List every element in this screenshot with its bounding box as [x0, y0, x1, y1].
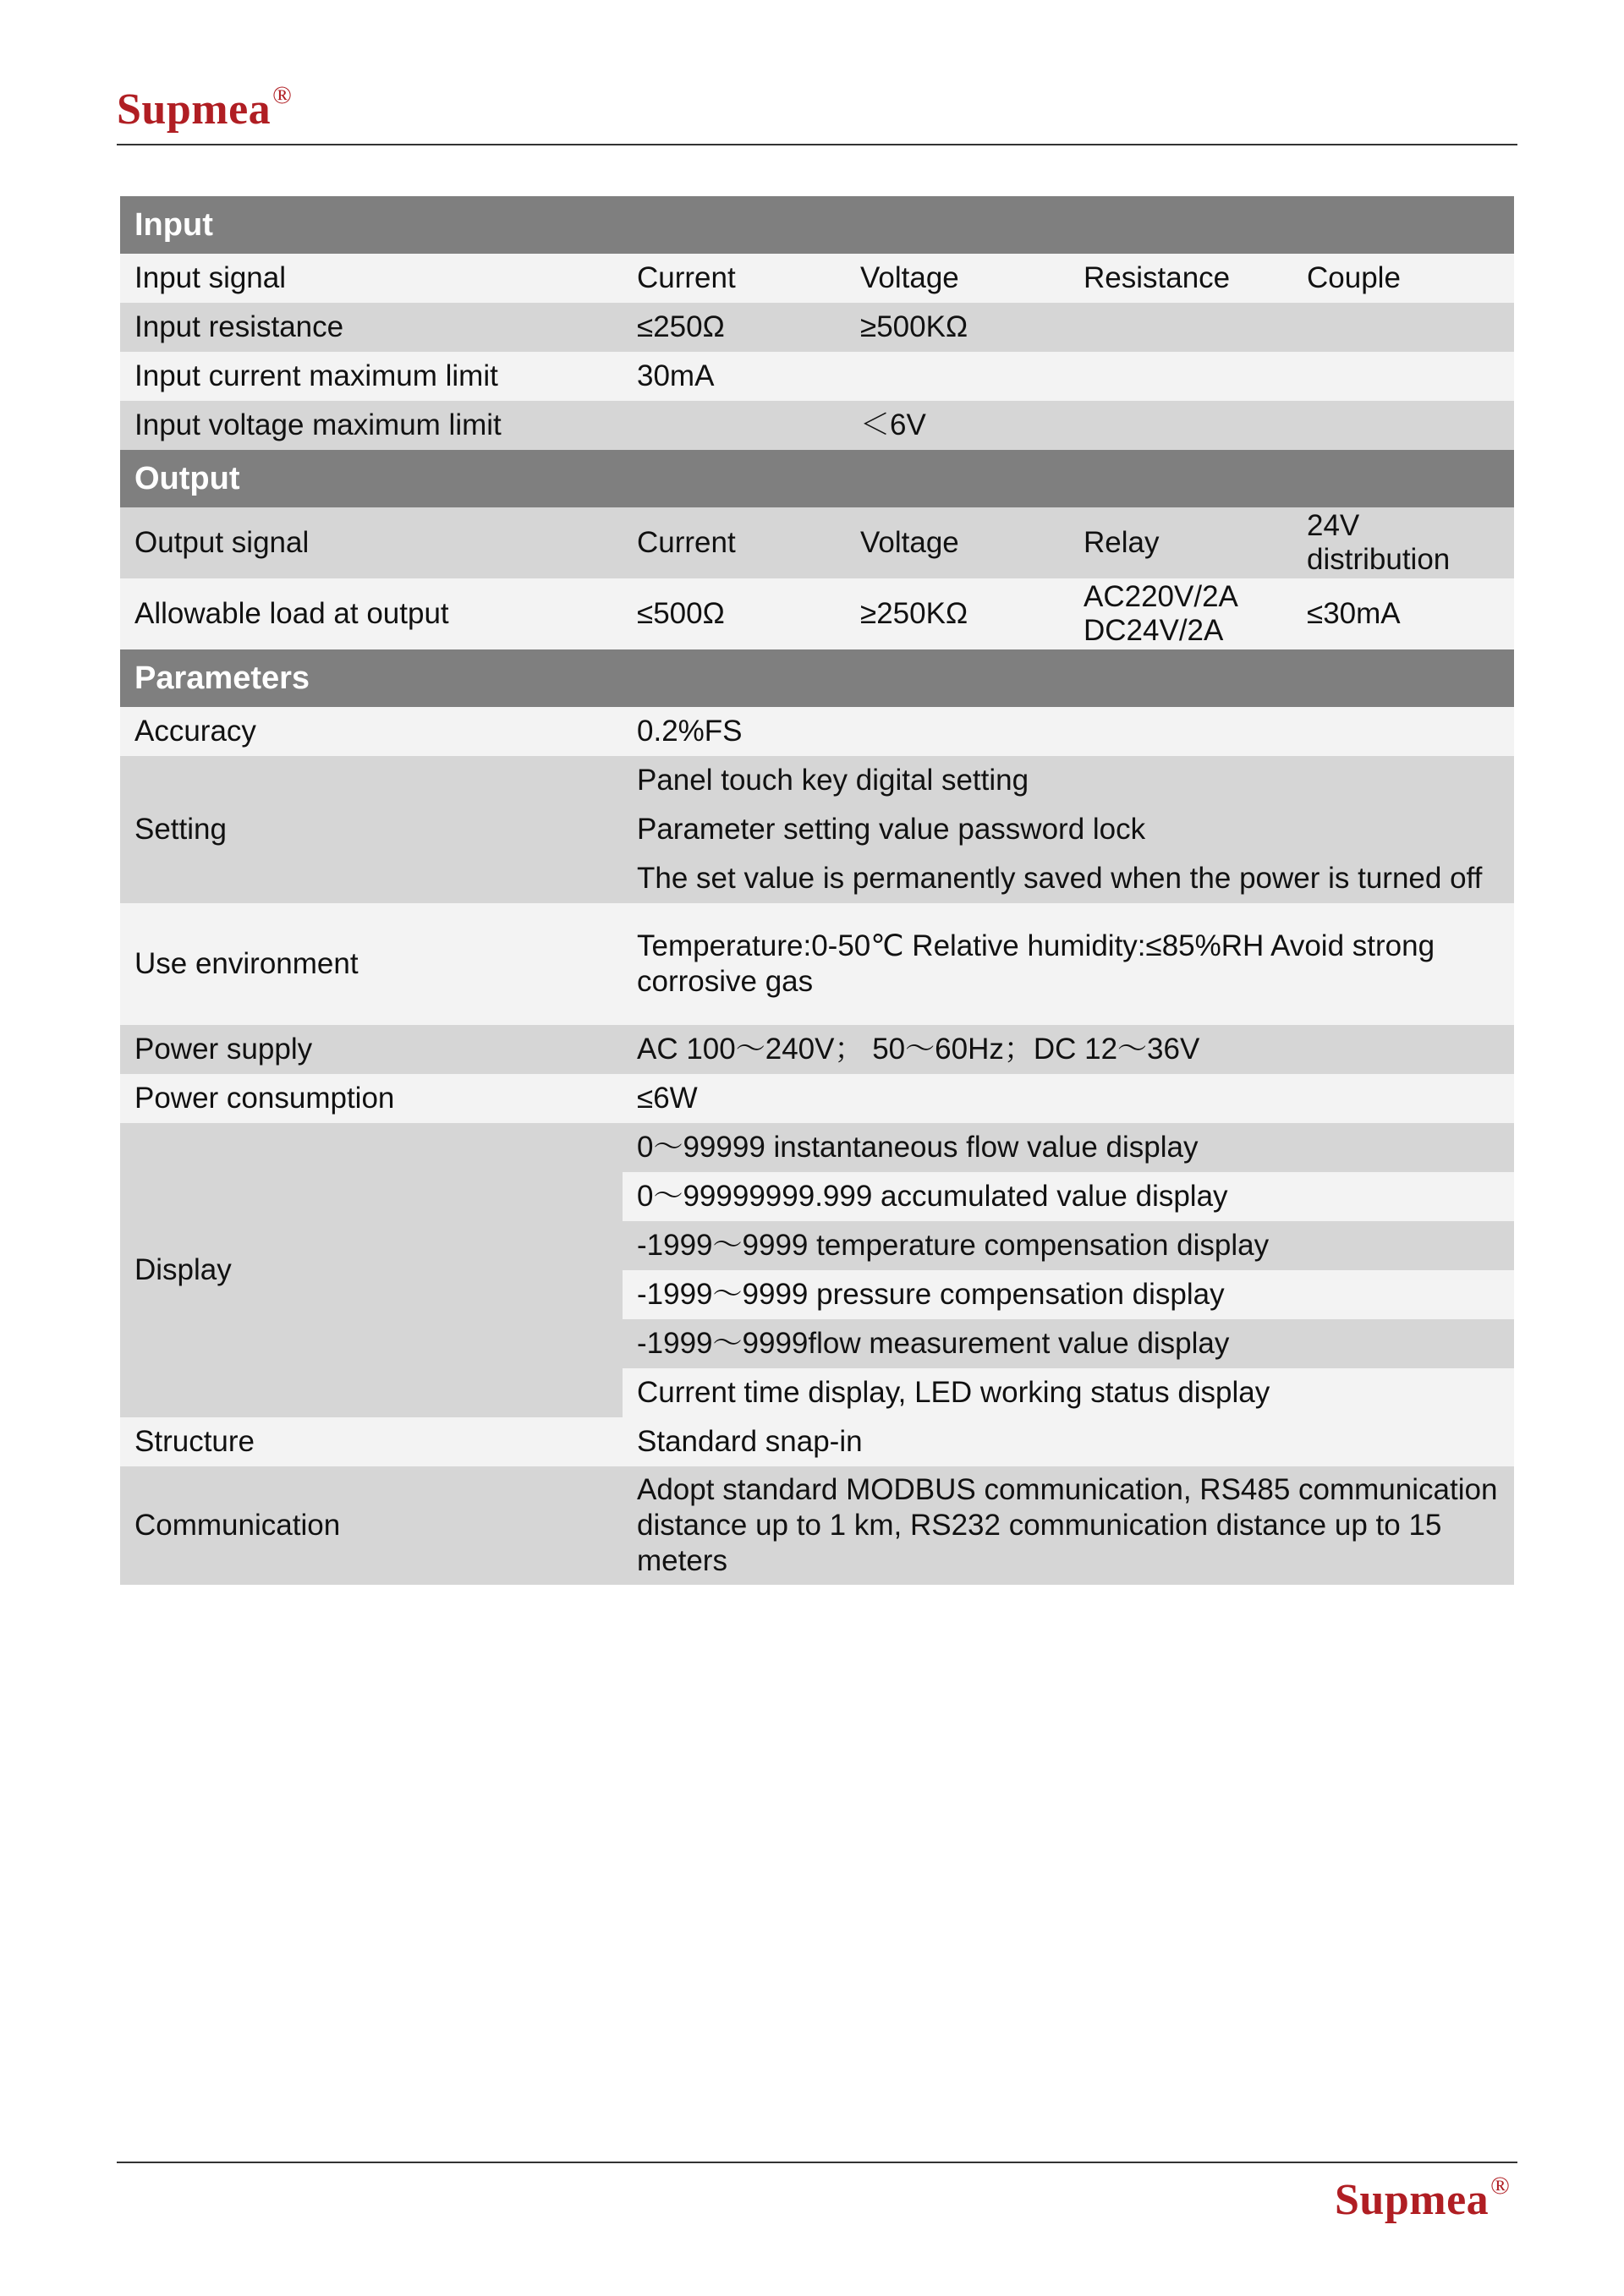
table-row [120, 1074, 1514, 1123]
communication-value: Adopt standard MODBUS communication, RS485 communication distance up to 1 km, RS232 communication distance up to 15 meters [637, 1473, 1498, 1577]
row-label: Power supply [134, 1033, 313, 1066]
cell-value [1069, 352, 1292, 401]
environment-value: Temperature:0-50℃ Relative humidity:≤85%RH Avoid strong corrosive gas [637, 929, 1435, 998]
cell-value [1292, 401, 1514, 450]
spec-table [120, 196, 1514, 1585]
table-row [120, 578, 1514, 649]
cell-value: Current [637, 261, 736, 294]
row-label: Allowable load at output [134, 597, 449, 630]
cell-value [1069, 303, 1292, 352]
display-line: Current time display, LED working status display [623, 1368, 1514, 1417]
row-label: Output signal [134, 526, 310, 559]
brand-logo-top: Supmea® [117, 81, 293, 134]
section-title-output: Output [120, 450, 1514, 507]
cell-value: ≤6W [637, 1082, 698, 1115]
section-title-input: Input [120, 196, 1514, 254]
row-label: Input voltage maximum limit [134, 408, 502, 441]
table-row [120, 1123, 1514, 1172]
cell-value: Couple [1307, 261, 1401, 294]
cell-value [623, 401, 846, 450]
row-label: Use environment [134, 947, 359, 980]
cell-value [623, 1466, 1514, 1585]
cell-value-multiline [623, 756, 1514, 903]
row-label: Communication [134, 1509, 341, 1542]
table-row [120, 707, 1514, 756]
footer-divider [117, 2162, 1517, 2163]
table-row [120, 507, 1514, 578]
cell-value-multiline [1292, 507, 1514, 578]
row-label: Input current maximum limit [134, 359, 498, 392]
cell-value: 0.2%FS [637, 715, 743, 748]
table-row [120, 903, 1514, 1025]
cell-value: ≤250Ω [637, 310, 725, 343]
cell-value: 30mA [637, 359, 715, 392]
setting-line: The set value is permanently saved when the power is turned off [637, 862, 1483, 895]
cell-line: 24V [1307, 509, 1360, 542]
row-label: Setting [134, 813, 227, 846]
row-label: Power consumption [134, 1082, 395, 1115]
cell-value: AC 100～240V； 50～60Hz；DC 12～36V [637, 1033, 1200, 1066]
section-header-input [120, 196, 1514, 254]
display-line: -1999～9999 pressure compensation display [623, 1270, 1514, 1319]
table-row [120, 401, 1514, 450]
row-label: Input signal [134, 261, 287, 294]
cell-value: ＜6V [860, 408, 926, 441]
cell-line: AC220V/2A [1084, 580, 1238, 613]
display-line: 0～99999999.999 accumulated value display [623, 1172, 1514, 1221]
table-row [120, 1025, 1514, 1074]
cell-value: Relay [1084, 526, 1160, 559]
row-label: Input resistance [134, 310, 344, 343]
row-label: Display [120, 1123, 623, 1417]
table-row [120, 254, 1514, 303]
row-label: Structure [134, 1425, 255, 1458]
cell-value [1292, 303, 1514, 352]
display-line: 0～99999 instantaneous flow value display [623, 1123, 1514, 1172]
brand-logo-bottom: Supmea® [1335, 2172, 1511, 2224]
display-line: -1999～9999flow measurement value display [623, 1319, 1514, 1368]
section-title-parameters: Parameters [120, 649, 1514, 707]
cell-value: Standard snap-in [637, 1425, 863, 1458]
table-row [120, 756, 1514, 903]
cell-value-multiline [1069, 578, 1292, 649]
setting-line: Panel touch key digital setting [637, 764, 1029, 797]
cell-value [623, 903, 1514, 1025]
table-row [120, 303, 1514, 352]
cell-value: ≥500KΩ [860, 310, 968, 343]
cell-line: distribution [1307, 543, 1451, 576]
cell-value [1069, 401, 1292, 450]
table-row [120, 1466, 1514, 1585]
cell-value [1292, 352, 1514, 401]
table-row [120, 352, 1514, 401]
cell-value: Voltage [860, 526, 959, 559]
cell-line: DC24V/2A [1084, 614, 1224, 647]
header-divider [117, 144, 1517, 145]
cell-value: Current [637, 526, 736, 559]
section-header-output [120, 450, 1514, 507]
section-header-parameters [120, 649, 1514, 707]
cell-value: Resistance [1084, 261, 1231, 294]
cell-value: ≤30mA [1307, 597, 1401, 630]
cell-value [846, 352, 1069, 401]
row-label: Accuracy [134, 715, 256, 748]
cell-value: ≥250KΩ [860, 597, 968, 630]
cell-value: Voltage [860, 261, 959, 294]
display-line: -1999～9999 temperature compensation display [623, 1221, 1514, 1270]
setting-line: Parameter setting value password lock [637, 813, 1146, 846]
cell-value: ≤500Ω [637, 597, 725, 630]
table-row [120, 1417, 1514, 1466]
